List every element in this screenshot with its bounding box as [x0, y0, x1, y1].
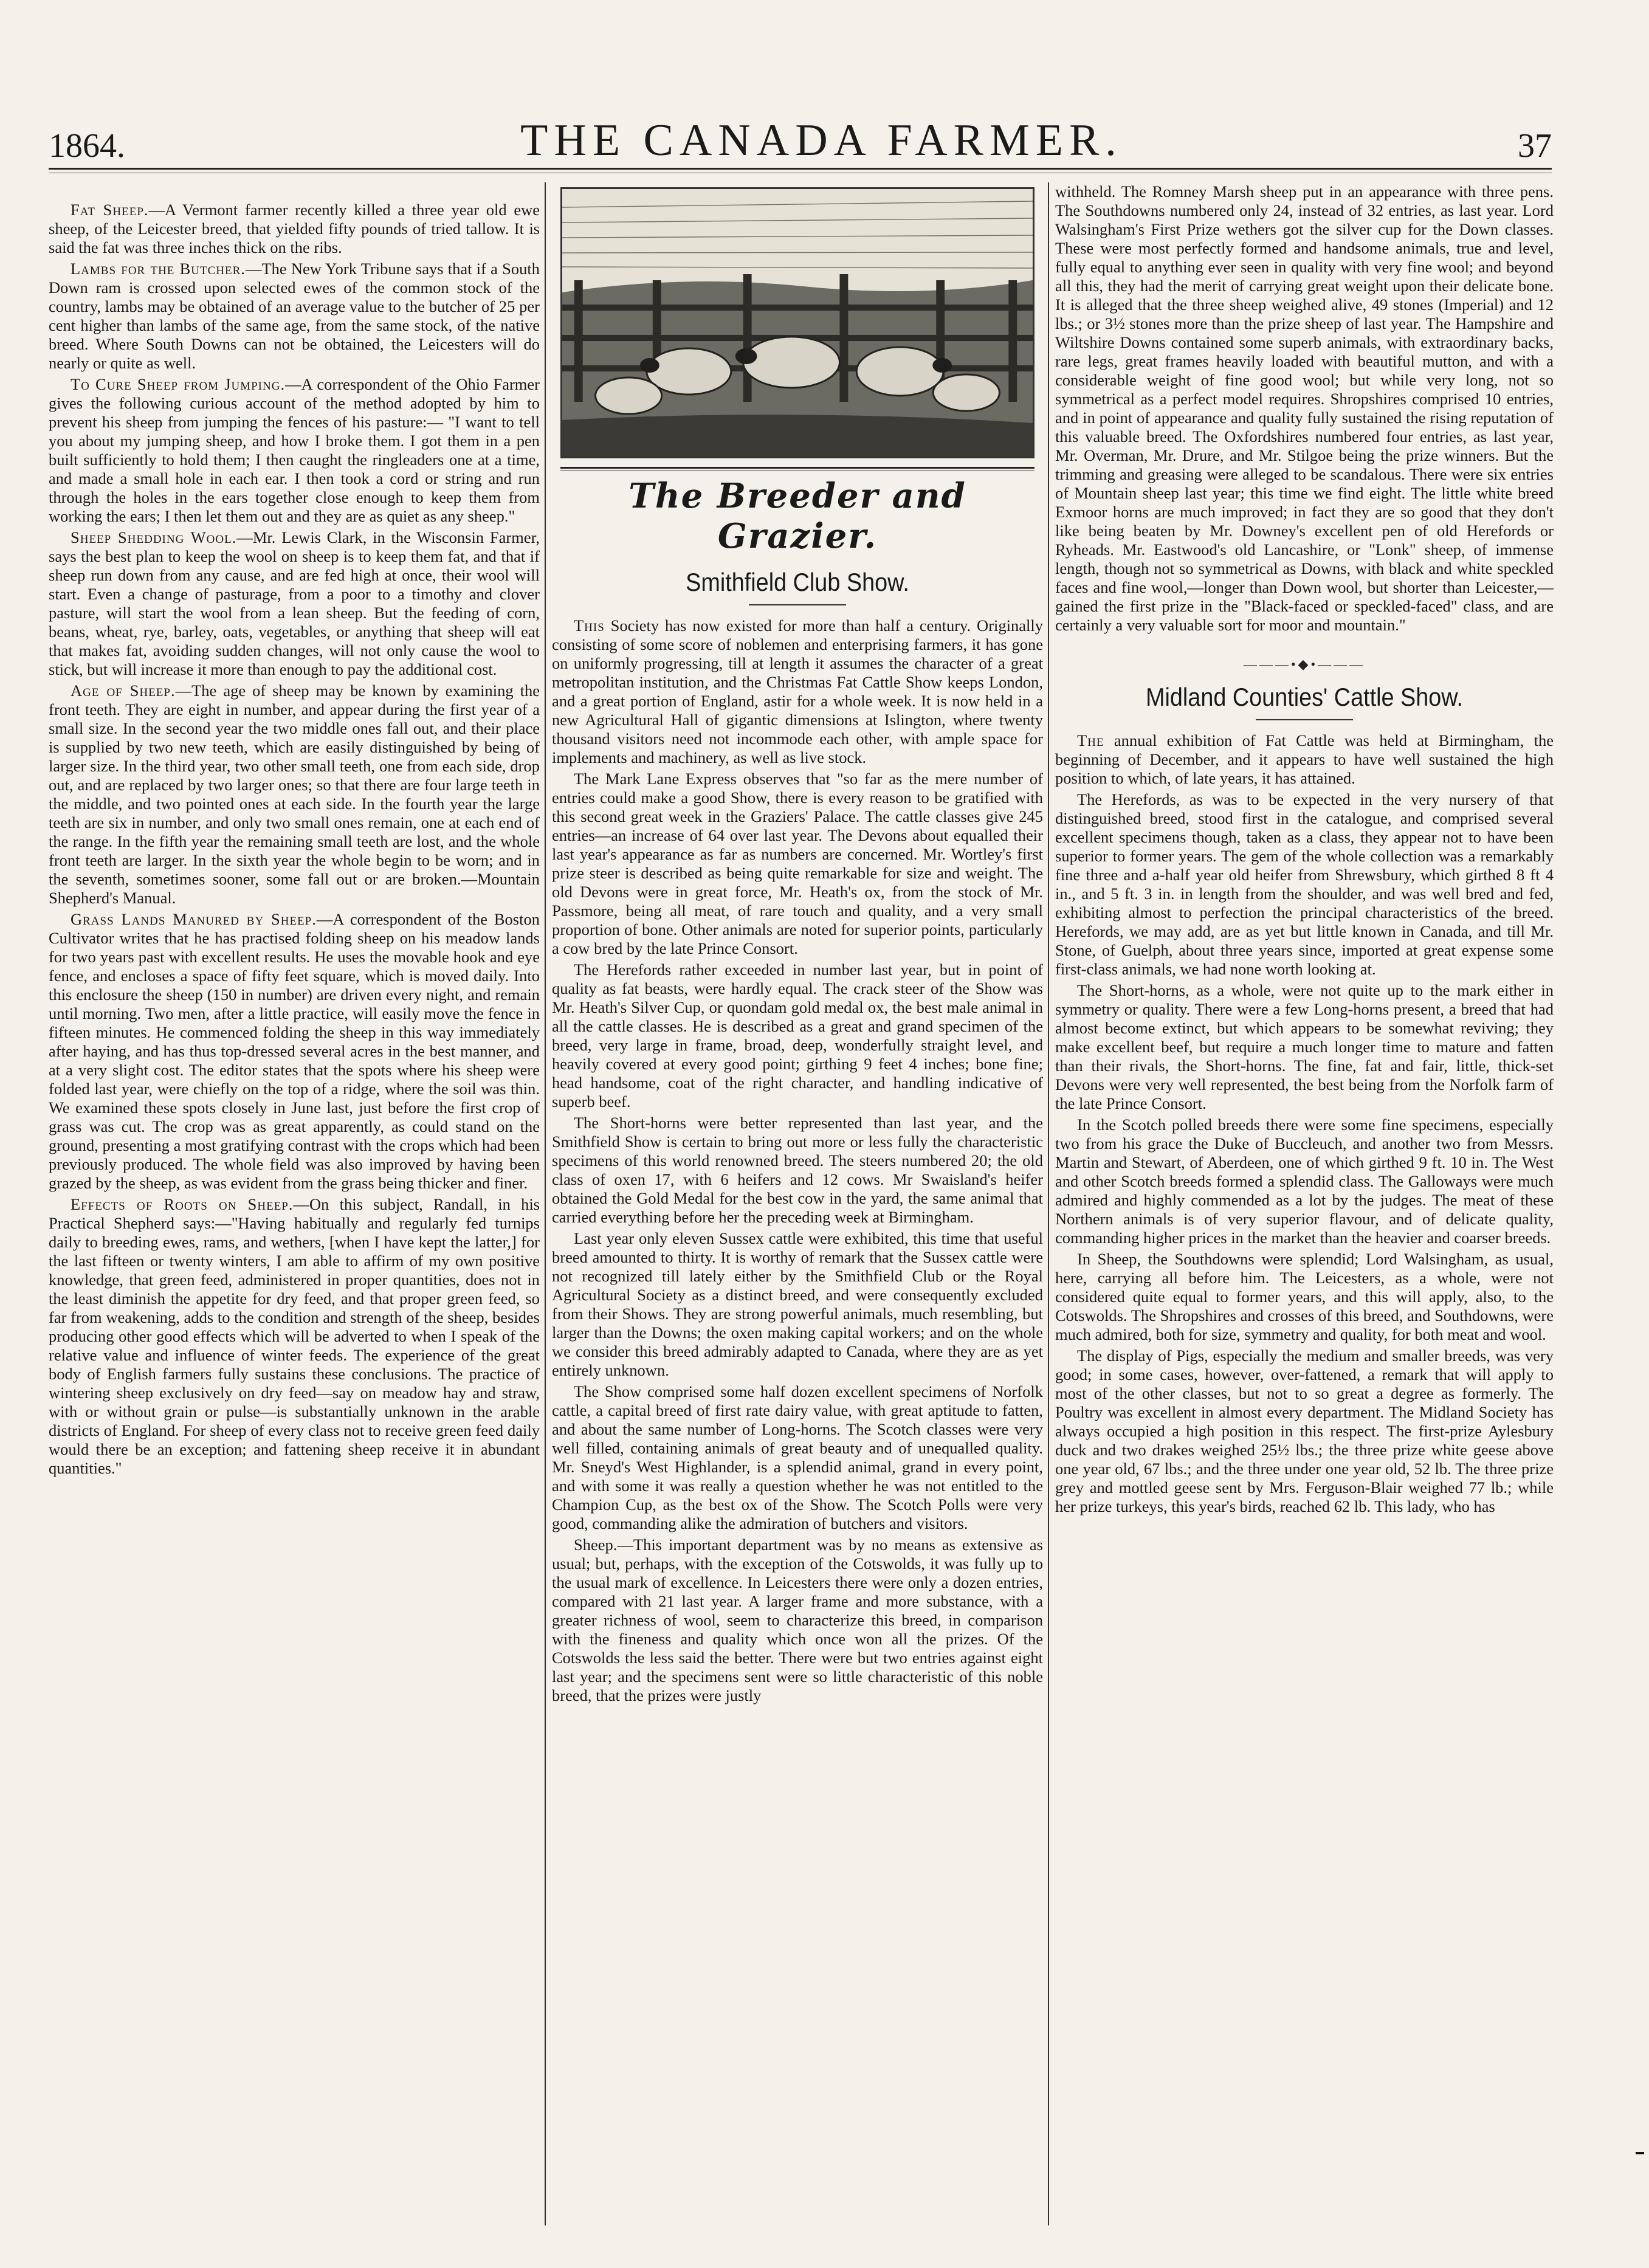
decorative-rule: ———•◆•———	[1243, 657, 1366, 672]
paragraph-text: Society has now existed for more than half a century. Originally consisting of some score of noblemen and enterprising farmers, it has gone on uniformly progressing, till at length it assumes the character of a great metropolitan institution, and the Christmas Fat Cattle Show keeps London, and a great portion of England, astir for a whole week. It is now held in a new Agricultural Hall of gigantic dimensions at Islington, where twenty thousand visitors need not incommode each other, with ample space for implements and machinery, as well as live stock.	[552, 616, 1043, 767]
paragraph-text: The Herefords rather exceeded in number last year, but in point of quality as fat beasts, were hardly equal. The crack steer of the Show was Mr. Heath's Silver Cup, or quondam gold medal ox, the best male animal in all the cattle classes. He is described as a great and grand specimen of the breed, very large in frame, broad, deep, wonderfully straight level, and heavily covered at every good point; girthing 9 feet 4 inches; bone fine; head handsome, coat of the right character, and handling indicative of superb beef.	[552, 960, 1043, 1111]
paragraph-text: —A correspondent of the Boston Cultivator writes that he has practised folding sheep on his meadow lands for two years past with excellent results. He uses the movable hook and eye fence, and encloses a space of fifty feet square, which is moved daily. Into this enclosure the sheep (150 in number) are driven every night, and remain until morning. Two men, after a little practice, will easily move the fence in fifteen minutes. He commenced folding the sheep in this way immediately after haying, and has thus top-dressed several acres in the best manner, and at a very slight cost. The editor states that the spots where his sheep were folded last year, were chiefly on the top of a ridge, where the soil was thin. We examined these spots closely in June last, just before the first crop of grass was cut. The crop was as great apparently, as could stand on the ground, presenting a most gratifying contrast with the crops which had been previously produced. The whole field was also improved by having been grazed by the sheep, as was evident from the grass being thicker and finer.	[49, 910, 540, 1192]
paragraph-continued: withheld. The Romney Marsh sheep put in an appearance with three pens. The Southdowns numbered only 24, instead of 32 entries, as last year. Lord Walsingham's First Prize wethers got the silver cup for the Down classes. These were most perfectly formed and handsome animals, true and level, fully equal to anything ever seen in quality with very fine wool; and beyond all this, they had the merit of carrying great weight upon their delicate bone. It is alleged that the three sheep weighed alive, 49 stones (Imperial) and 12 lbs.; or 3½ stones more than the prize sheep of last year. The Hampshire and Wiltshire Downs contained some superb animals, with extraordinary backs, rare legs, great frames heavily loaded with beautiful mutton, and with a considerable weight of fine good wool; but while very long, not so symmetrical as a perfect model requires. Shropshires comprised 10 entries, and in point of appearance and quality fully sustained the rising reputation of this valuable breed. The Oxfordshires numbered four entries, as last year, Mr. Overman, Mr. Drure, and Mr. Stilgoe being the prize winners. But the trimming and greasing were alleged to be scandalous. There were six entries of Mountain sheep last year; this time we find eight. The little white breed Exmoor horns are much improved; in fact they are so good that they don't like being beaten by Mr. Downey's excellent pen of old Herefords or Ryheads. Mr. Eastwood's old Lancashire, or "Lonk" sheep, of immense length, though not so symmetrical as Downs, with black and white speckled faces and fine wool,—longer than Down wool, but shorter than Leicester,—gained the first prize in the "Black-faced or speckled-faced" class, and are certainly a very valuable sort for moor and mountain."	[1055, 182, 1554, 634]
paragraph-text: Last year only eleven Sussex cattle were exhibited, this time that useful breed amounted to thirty. It is worthy of remark that the Sussex cattle were not recognized till lately either by the Smithfield Club or the Royal Agricultural Society as a distinct breed, and were consequently excluded from their Shows. They are strong powerful animals, much resembling, but larger than the Downs; the oxen making capital workers; and on the whole we consider this breed admirably adapted to Canada, where they are as yet entirely unknown.	[552, 1229, 1043, 1380]
column-2	[552, 182, 1043, 2225]
paragraph	[552, 960, 1043, 1111]
masthead	[49, 108, 1552, 163]
column-rule-1	[545, 182, 546, 2225]
paragraph-fat-sheep	[49, 201, 540, 257]
paragraph-text: —On this subject, Randall, in his Practical Shepherd says:—"Having habitually and regularly fed turnips daily to breeding ewes, rams, and wethers, [when I have kept the latter,] for the last fifteen or twenty winters, I am able to affirm of my own positive knowledge, that green feed, administered in proper quantities, does not in the least diminish the appetite for dry feed, and that proper green feed, so far from weakening, adds to the condition and strength of the sheep, besides producing other good effects which will be adverted to when I speak of the relative value and influence of winter feeds. The experience of the great body of English farmers fully sustains these conclusions. The practice of wintering sheep exclusively on dry feed—say on meadow hay and straw, with or without grain or pulse—is substantially unknown in the arable districts of England. For sheep of every class not to receive green feed daily would there be an exception; and fattening sheep receive it in abundant quantities."	[49, 1195, 540, 1477]
paragraph-text: annual exhibition of Fat Cattle was held at Birmingham, the beginning of December, and it appears to have well sustained the high position to which, of late years, it has attained.	[1055, 731, 1554, 787]
paragraph	[552, 1536, 1043, 1705]
paragraph-head: Age of Sheep.	[71, 681, 176, 700]
column-1	[49, 182, 540, 2225]
sheep-engraving	[560, 187, 1034, 458]
paragraph-text: —Mr. Lewis Clark, in the Wisconsin Farmer, says the best plan to keep the wool on sheep is to keep them fat, and that if sheep run down from any cause, and are fed high at once, their wool will start. Even a change of pasturage, from a poor to a timothy and clover pasture, will start the wool from a lean sheep. But the feeding of corn, beans, wheat, rye, barley, oats, vegetables, or anything that sheep will eat that makes fat, avoiding sudden changes, will not only cause the wool to stick, but will increase it more than enough to pay the additional cost.	[49, 528, 540, 678]
paragraph	[1055, 1250, 1554, 1344]
paragraph-text: The Show comprised some half dozen excellent specimens of Norfolk cattle, a capital breed of first rate dairy value, with great aptitude to fatten, and about the same number of Long-horns. The Scotch classes were very well filled, containing animals of great beauty and of unequalled quality. Mr. Sneyd's West Highlander, is a splendid animal, grand in every point, and with some it was really a question whether he was not entitled to the Champion Cup, as the best ox of the Show. The Scotch Polls were very good, commanding alike the admiration of butchers and visitors.	[552, 1382, 1043, 1533]
paragraph-head: Grass Lands Manured by Sheep.	[71, 910, 317, 928]
paragraph-text: The Mark Lane Express observes that "so far as the mere number of entries could make a good Show, there is every reason to be gratified with this second great week in the Graziers' Palace. The cattle classes give 245 entries—an increase of 64 over last year. The Devons about equalled their last year's appearance as far as numbers are concerned. Mr. Wortley's first prize steer is described as being quite remarkable for size and weight. The old Devons were in great force, Mr. Heath's ox, from the stock of Mr. Passmore, being all meat, of rare touch and quality, and a very small proportion of bone. Other animals are noted for superior points, particularly a cow bred by the late Prince Consort.	[552, 770, 1043, 958]
paragraph	[1055, 1346, 1554, 1516]
paragraph-text: —The New York Tribune says that if a South Down ram is crossed upon selected ewes of the common stock of the country, lambs may be obtained of an average value to the butcher of 25 per cent higher than lambs of the same age, from the same stock, of the native breed. Where South Downs can not be obtained, the Leicesters will do nearly or quite as well.	[49, 260, 540, 372]
edge-mark	[1636, 2152, 1644, 2154]
paragraph	[552, 1114, 1043, 1227]
paragraph-text: —The age of sheep may be known by examining the front teeth. They are eight in number, and appear during the first year of a small size. In the second year the two middle ones fall out, and their place is supplied by two new teeth, which are easily distinguished by being of larger size. In the third year, two other small teeth, one from each side, drop out, and are replaced by two larger ones; so that there are four large teeth in the middle, and two pointed ones at each side. In the fourth year the large teeth are six in number, and only two small ones remain, one at each end of the range. In the fifth year the remaining small teeth are lost, and the whole front teeth are larger. In the sixth year the whole begin to be worn; and in the seventh, sometimes sooner, some fall out or are broken.—Mountain Shepherd's Manual.	[49, 681, 540, 907]
paragraph-head: To Cure Sheep from Jumping.	[71, 375, 286, 393]
paragraph	[1055, 790, 1554, 979]
paragraph-text: The Herefords, as was to be expected in the very nursery of that distinguished breed, stood first in the catalogue, and comprised several excellent specimens though, taken as a class, they appear not to have been superior to former years. The gem of the whole collection was a remarkably fine three and a-half year old heifer from Shrewsbury, which girthed 8 ft 4 in., and 5 ft. 3 in. in length from the shoulder, and was well bred and fed, exhibiting almost to perfection the principal characteristics of the breed. Herefords, we may add, are as yet but little known in Canada, and till Mr. Stone, of Guelph, about three years since, imported at great expense some first-class animals, we had none worth looking at.	[1055, 790, 1554, 978]
title-rule	[1256, 719, 1353, 720]
paragraph-lead: This	[574, 616, 605, 635]
sheep-pen-illustration	[562, 189, 1033, 457]
page-number: 37	[1517, 127, 1552, 165]
paragraph	[1055, 1115, 1554, 1247]
paragraph	[552, 770, 1043, 958]
paragraph-text: —A Vermont farmer recently killed a three year old ewe sheep, of the Leicester breed, that yielded fifty pounds of tried tallow. It is said the fat was three inches thick on the ribs.	[49, 201, 540, 257]
paragraph-shedding	[49, 528, 540, 679]
paragraph-grass-lands	[49, 910, 540, 1193]
paragraph	[552, 1229, 1043, 1380]
paragraph-roots	[49, 1195, 540, 1478]
paragraph	[1055, 981, 1554, 1113]
paragraph-text: Sheep.—This important department was by no means as extensive as usual; but, perhaps, with the exception of the Cotswolds, it was fully up to the usual mark of excellence. In Leicesters there were only a dozen entries, compared with 21 last year. A larger frame and more substance, with a greater richness of wool, seem to characterize this breed, in comparison with the fineness and quality which once won all the prizes. Of the Cotswolds the less said the better. There were but two entries against eight last year; and the specimens sent were so little characteristic of this noble breed, that the prizes were justly	[552, 1536, 1043, 1705]
section-rule	[560, 467, 1034, 469]
paragraph	[552, 1382, 1043, 1533]
masthead-title: THE CANADA FARMER.	[520, 115, 1123, 165]
paragraph-head: Fat Sheep.	[71, 201, 149, 219]
paragraph	[552, 616, 1043, 767]
paragraph-head: Effects of Roots on Sheep.	[71, 1195, 294, 1213]
section-title: The Breeder and Grazier.	[628, 476, 966, 556]
title-rule	[749, 604, 846, 605]
paragraph-head: Sheep Shedding Wool.	[71, 528, 237, 546]
paragraph-text: —A correspondent of the Ohio Farmer gives the following curious account of the method adopted by him to prevent his sheep from jumping the fences of his pasture:— "I want to tell you about my jumping sheep, and how I broke them. I got them in a pen built sufficiently to hold them; I then caught the ringleaders one at a time, and made a small hole in each ear. I then took a cord or string and run through the holes in the ears together close enough to keep them from working the ears; I then let them out and they are as quiet as any sheep."	[49, 375, 540, 525]
paragraph-age	[49, 681, 540, 908]
masthead-rule	[49, 168, 1552, 170]
masthead-year: 1864.	[49, 127, 125, 165]
paragraph	[1055, 731, 1554, 788]
paragraph-head: Lambs for the Butcher.	[71, 260, 246, 278]
column-3	[1055, 182, 1554, 2225]
article-title-midland: Midland Counties' Cattle Show.	[1145, 682, 1463, 711]
paragraph-text: The Short-horns, as a whole, were not quite up to the mark either in symmetry or quality. There were a few Long-horns present, a breed that had almost become extinct, but which appears to be somewhat reviving; they make excellent beef, but require a much longer time to mature and fatten than their rivals, the Short-horns. The fine, fat and fair, little, thick-set Devons were very well represented, the best being from the Norfolk farm of the late Prince Consort.	[1055, 981, 1554, 1112]
paragraph-text: The display of Pigs, especially the medium and smaller breeds, was very good; in some cases, however, over-fattened, a remark that will apply to most of the other classes, but not to so great a degree as formerly. The Poultry was excellent in almost every department. The Midland Society has always occupied a high position in this respect. The first-prize Aylesbury duck and two drakes weighed 25½ lbs.; the three prize white geese above one year old, 67 lbs.; and the three under one year old, 52 lb. The three prize grey and mottled geese sent by Mrs. Ferguson-Blair weighed 77 lb.; while her prize turkeys, this year's birds, reached 62 lb. This lady, who has	[1055, 1346, 1554, 1515]
paragraph-text: The Short-horns were better represented than last year, and the Smithfield Show is certain to bring out more or less fully the characteristic specimens of this world renowned breed. The steers numbered 20; the old class of oxen 17, with 6 heifers and 12 cows. Mr Swaisland's heifer obtained the Gold Medal for the best cow in the yard, the same animal that carried everything before her the preceding week at Birmingham.	[552, 1114, 1043, 1227]
paragraph-text: In the Scotch polled breeds there were some fine specimens, especially two from his grace the Duke of Buccleuch, and another two from Messrs. Martin and Stewart, of Aberdeen, one of which girthed 9 ft. 10 in. The West and other Scotch breeds formed a splendid class. The Galloways were much admired and highly commended as a lot by the judges. The meat of these Northern animals is of very superior flavour, and of delicate quality, commanding higher prices in the market than the heavier and coarser breeds.	[1055, 1115, 1554, 1247]
paragraph-jumping	[49, 375, 540, 526]
paragraph-text: In Sheep, the Southdowns were splendid; Lord Walsingham, as usual, here, carrying all before him. The Leicesters, as a whole, were not considered quite equal to former years, and this will apply, also, to the Cotswolds. The Shropshires and crosses of this breed, and Southdowns, were much admired, both for size, symmetry and quality, for both meat and wool.	[1055, 1249, 1554, 1343]
article-title-smithfield: Smithfield Club Show.	[686, 568, 909, 597]
paragraph-lead: The	[1077, 731, 1104, 750]
column-rule-2	[1048, 182, 1049, 2225]
paragraph-lambs	[49, 260, 540, 373]
